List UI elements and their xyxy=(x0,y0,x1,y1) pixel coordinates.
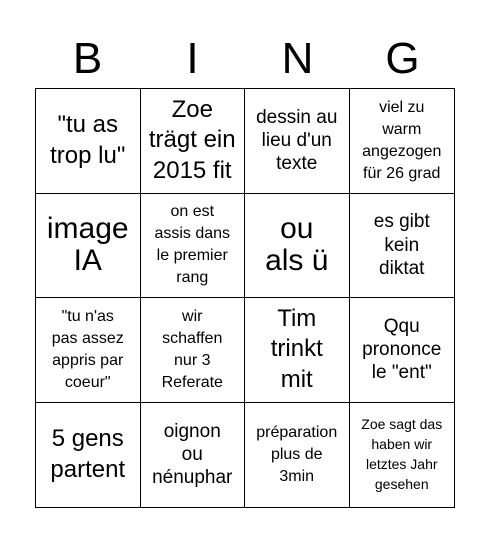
header-letter-n: N xyxy=(281,34,314,83)
bingo-cell-text: 5 gens partent xyxy=(50,425,126,483)
bingo-grid xyxy=(35,88,455,508)
bingo-header xyxy=(35,30,455,88)
bingo-cell-text: "tu n'as pas assez appris par coeur" xyxy=(51,307,124,391)
header-letter-g: G xyxy=(385,34,420,83)
bingo-cell-text: on est assis dans le premier rang xyxy=(154,203,231,287)
bingo-cell-text: Qqu prononce le "ent" xyxy=(362,315,442,384)
bingo-cell-r2-c3 xyxy=(245,194,350,299)
bingo-cell-r2-c4 xyxy=(350,194,455,299)
bingo-cell-r1-c1 xyxy=(36,89,141,194)
bingo-cell-r2-c1 xyxy=(36,194,141,299)
bingo-cell-r4-c3 xyxy=(245,403,350,508)
bingo-cell-r3-c2 xyxy=(141,298,246,403)
header-letter-b: B xyxy=(72,34,103,83)
bingo-cell-text: viel zu warm angezogen für 26 grad xyxy=(362,98,442,182)
bingo-cell-text: préparation plus de 3min xyxy=(256,423,338,485)
bingo-cell-text: wir schaffen nur 3 Referate xyxy=(161,307,223,391)
bingo-cell-text: image IA xyxy=(46,211,129,278)
bingo-cell-text: oignon ou nénuphar xyxy=(152,420,233,489)
bingo-cell-text: dessin au lieu d'un texte xyxy=(256,106,338,175)
bingo-cell-r1-c2 xyxy=(141,89,246,194)
bingo-cell-text: es gibt kein diktat xyxy=(373,211,430,279)
bingo-cell-text: ou als ü xyxy=(265,211,329,278)
bingo-cell-r4-c2 xyxy=(141,403,246,508)
bingo-cell-r2-c2 xyxy=(141,194,246,299)
bingo-cell-text: "tu as trop lu" xyxy=(50,111,126,169)
bingo-cell-r4-c1 xyxy=(36,403,141,508)
header-letter-i: I xyxy=(186,34,199,83)
bingo-cell-text: Tim trinkt mit xyxy=(270,304,323,394)
bingo-cell-r3-c3 xyxy=(245,298,350,403)
bingo-cell-r4-c4 xyxy=(350,403,455,508)
bingo-cell-r3-c4 xyxy=(350,298,455,403)
bingo-cell-text: Zoe sagt das haben wir letztes Jahr gesehen xyxy=(361,416,443,492)
bingo-cell-r3-c1 xyxy=(36,298,141,403)
bingo-cell-r1-c3 xyxy=(245,89,350,194)
bingo-cell-r1-c4 xyxy=(350,89,455,194)
bingo-cell-text: Zoe trägt ein 2015 fit xyxy=(148,95,236,185)
